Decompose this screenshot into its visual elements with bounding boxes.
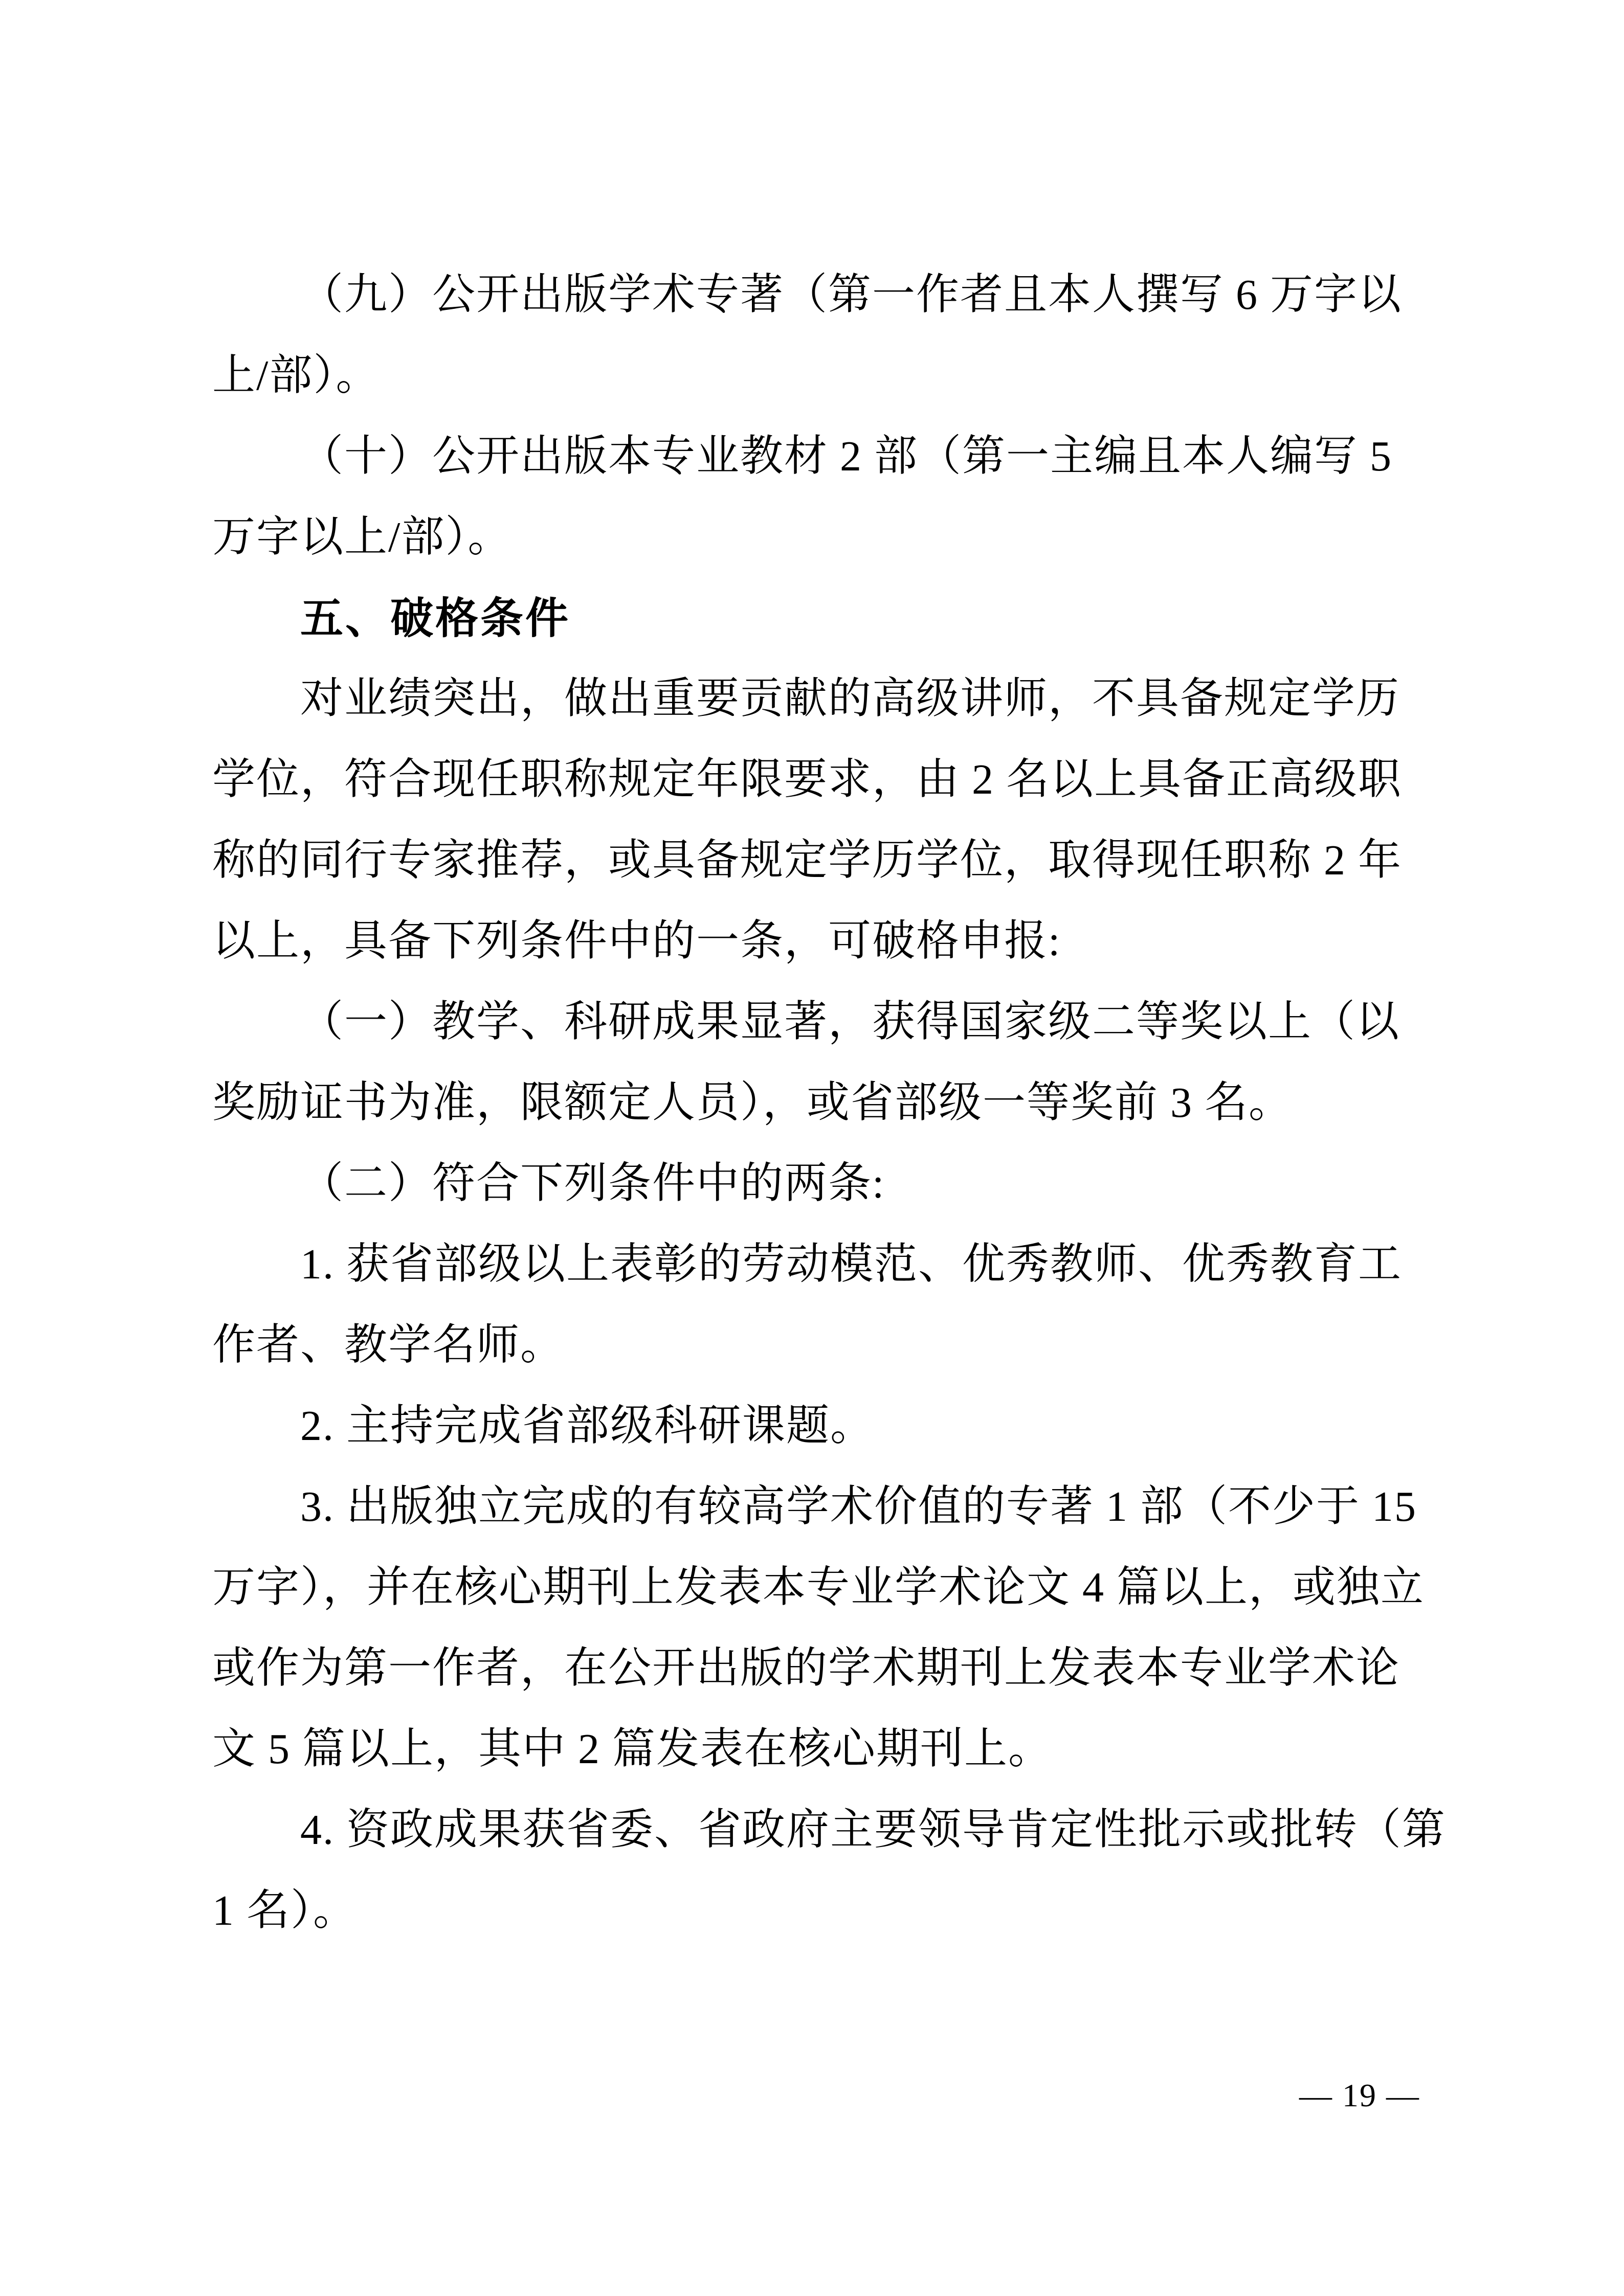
text-line: 3. 出版独立完成的有较高学术价值的专著 1 部（不少于 15 xyxy=(300,1483,1417,1530)
text-line: （二）符合下列条件中的两条: xyxy=(300,1160,885,1207)
text-line: （九）公开出版学术专著（第一作者且本人撰写 6 万字以 xyxy=(300,271,1403,319)
text-line: 称的同行专家推荐，或具备规定学历学位，取得现任职称 2 年 xyxy=(212,837,1403,884)
text-line: 万字以上/部）。 xyxy=(212,513,512,561)
text-line: 2. 主持完成省部级科研课题。 xyxy=(300,1402,875,1450)
text-line: 文 5 篇以上，其中 2 篇发表在核心期刊上。 xyxy=(212,1725,1053,1773)
text-line: 作者、教学名师。 xyxy=(212,1321,565,1369)
text-line: 1. 获省部级以上表彰的劳动模范、优秀教师、优秀教育工 xyxy=(300,1241,1403,1288)
text-line: 万字），并在核心期刊上发表本专业学术论文 4 篇以上，或独立 xyxy=(212,1564,1425,1611)
page-number: — 19 — xyxy=(1299,2077,1420,2113)
text-line: 奖励证书为准，限额定人员），或省部级一等奖前 3 名。 xyxy=(212,1079,1293,1127)
text-line: 学位，符合现任职称规定年限要求，由 2 名以上具备正高级职 xyxy=(212,756,1403,803)
text-line: 或作为第一作者，在公开出版的学术期刊上发表本专业学术论 xyxy=(212,1645,1400,1692)
text-line: （一）教学、科研成果显著，获得国家级二等奖以上（以 xyxy=(300,998,1400,1046)
text-line: （十）公开出版本专业教材 2 部（第一主编且本人编写 5 xyxy=(300,433,1393,480)
text-line: 4. 资政成果获省委、省政府主要领导肯定性批示或批转（第 xyxy=(300,1806,1447,1854)
text-line: 1 名）。 xyxy=(212,1887,358,1934)
text-line: 以上，具备下列条件中的一条，可破格申报: xyxy=(212,917,1061,965)
section-heading: 五、破格条件 xyxy=(300,593,571,643)
text-line: 上/部）。 xyxy=(212,352,380,399)
text-line: 对业绩突出，做出重要贡献的高级讲师，不具备规定学历 xyxy=(300,675,1400,723)
document-body xyxy=(212,255,1447,1951)
